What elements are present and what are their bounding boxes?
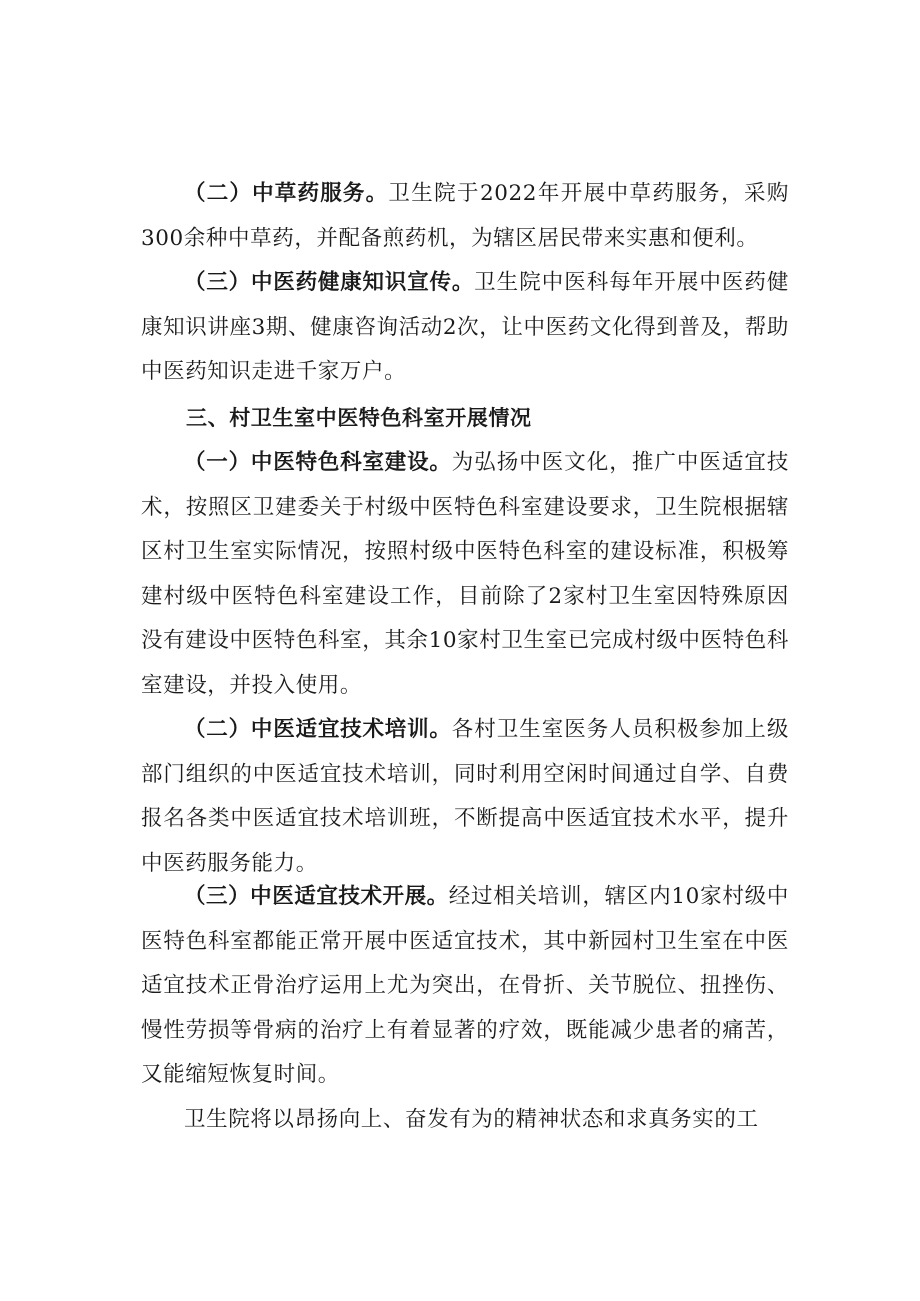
paragraph-text: 卫生院中医科每年开展中医药健康知识讲座3期、健康咨询活动2次，让中医药文化得到普及，帮助中医药知识走进千家万户。 bbox=[141, 270, 790, 384]
paragraph-lead: （三）中医药健康知识宣传。 bbox=[184, 270, 475, 295]
paragraph-appropriate-technology-training bbox=[141, 708, 789, 886]
paragraph-closing: 卫生院将以昂扬向上、奋发有为的精神状态和求真务实的工 bbox=[184, 1107, 759, 1132]
paragraph-text: 卫生院于2022年开展中草药服务，采购300余种中草药，并配备煎药机，为辖区居民带来实惠和便利。 bbox=[141, 181, 789, 251]
paragraph-lead: （三）中医适宜技术开展。 bbox=[184, 884, 449, 909]
paragraph-text: 各村卫生室医务人员积极参加上级部门组织的中医适宜技术培训，同时利用空闲时间通过自学、自费报名各类中医适宜技术培训班，不断提高中医适宜技术水平，提升中医药服务能力。 bbox=[141, 717, 789, 876]
paragraph-lead: （二）中草药服务。 bbox=[184, 181, 389, 206]
paragraph-herbal-medicine-service bbox=[141, 172, 789, 261]
paragraph-health-knowledge-promotion bbox=[141, 261, 789, 395]
paragraph-text: 经过相关培训，辖区内10家村级中医特色科室都能正常开展中医适宜技术，其中新园村卫生室在中医适宜技术正骨治疗运用上尤为突出，在骨折、关节脱位、扭挫伤、慢性劳损等骨病的治疗上有着显著的疗效，既能减少患者的痛苦，又能缩短恢复时间。 bbox=[141, 884, 789, 1087]
paragraph-appropriate-technology-deployment bbox=[141, 875, 789, 1098]
paragraph-lead: （二）中医适宜技术培训。 bbox=[184, 717, 452, 742]
paragraph-lead: （一）中医特色科室建设。 bbox=[184, 450, 452, 475]
paragraph-text: 为弘扬中医文化，推广中医适宜技术，按照区卫建委关于村级中医特色科室建设要求，卫生院根据辖区村卫生室实际情况，按照村级中医特色科室的建设标准，积极筹建村级中医特色科室建设工作，目前除了2家村卫生室因特殊原因没有建设中医特色科室，其余10家村卫生室已完成村级中医特色科室建设，并投入使用。 bbox=[141, 450, 789, 698]
paragraph-specialty-department-construction bbox=[141, 441, 789, 708]
section-heading: 三、村卫生室中医特色科室开展情况 bbox=[186, 406, 532, 430]
